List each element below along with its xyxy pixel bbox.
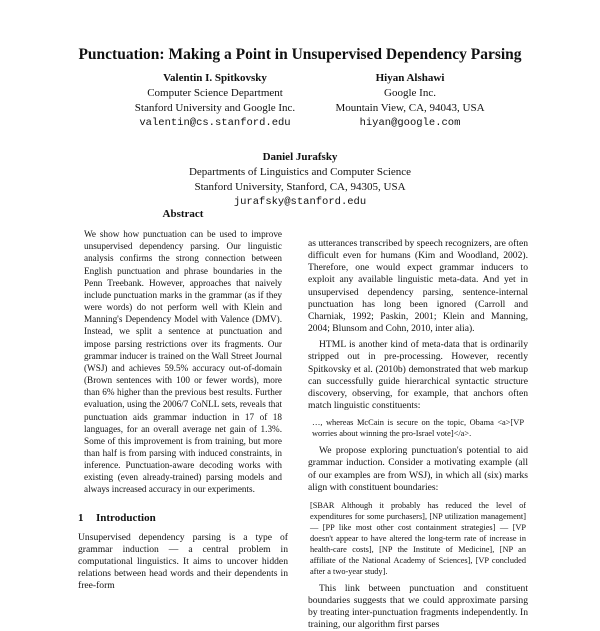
author-name: Valentin I. Spitkovsky <box>163 72 267 84</box>
section-number: 1 <box>78 511 84 524</box>
author-affiliation: Computer Science Department <box>147 87 283 99</box>
body-paragraph: We propose exploring punctuation's potential to aid grammar induction. Consider a motivating example (all of our examples are from WSJ), in which all (six) marks align with constituent boundaries: <box>308 445 528 493</box>
author-block <box>310 71 510 131</box>
author-block <box>100 71 330 131</box>
example-sentence: …, whereas McCain is secure on the topic, Obama <a>[VP worries about winning the pro-Israel vote]</a>. <box>312 418 524 439</box>
paper-title: Punctuation: Making a Point in Unsupervised Dependency Parsing <box>78 46 522 63</box>
author-name: Hiyan Alshawi <box>375 72 445 84</box>
author-affiliation: Stanford University and Google Inc. <box>134 102 296 114</box>
author-affiliation: Departments of Linguistics and Computer Science <box>188 166 412 178</box>
body-paragraph: as utterances transcribed by speech recognizers, are often difficult even for humans (Kim and Woodland, 2002). Therefore, one would expect grammar inducers to exploit any available linguistic meta-data. And yet in unsupervised dependency parsing, sentence-internal punctuation has long been ignored (Carroll and Charniak, 1992; Paskin, 2001; Klein and Manning, 2004; Blunsom and Cohn, 2010, inter alia). <box>308 238 529 335</box>
left-column <box>78 208 288 593</box>
author-email: hiyan@google.com <box>359 117 461 129</box>
author-email: valentin@cs.stanford.edu <box>139 117 291 129</box>
section-title: Introduction <box>96 511 156 524</box>
author-block <box>150 150 450 210</box>
section-heading <box>78 512 288 524</box>
right-column <box>308 208 528 631</box>
author-email: jurafsky@stanford.edu <box>233 196 367 208</box>
intro-paragraph: Unsupervised dependency parsing is a type of grammar induction — a central problem in computational linguistics. It aims to uncover hidden relations between head words and their dependents in free-form <box>78 531 288 592</box>
author-affiliation: Stanford University, Stanford, CA, 94305, USA <box>194 181 406 193</box>
body-paragraph: This link between punctuation and constituent boundaries suggests that we could approximate parsing by treating inter-punctuation fragments independently. In training, our algorithm first parses <box>308 582 528 631</box>
abstract-heading: Abstract <box>162 208 204 220</box>
author-name: Daniel Jurafsky <box>262 151 338 163</box>
example-sentence: [SBAR Although it probably has reduced the level of expenditures for some purchasers], [NP utilization management] — [PP like most other cost containment strategies] — [VP doesn't appear to have altered the long-term rate of increase in health-care costs], [NP the Institute of Medicine], [NP an affiliate of the National Academy of Sciences], [VP concluded after a two-year study]. <box>310 500 526 576</box>
body-paragraph: HTML is another kind of meta-data that is ordinarily stripped out in pre-processing. However, recently Spitkovsky et al. (2010b) demonstrated that web markup can successfully guide hierarchical syntactic structure discovery, observing, for example, that anchors often match linguistic constituents: <box>308 339 528 412</box>
abstract-text: We show how punctuation can be used to improve unsupervised dependency parsing. Our linguistic analysis confirms the strong connection between English punctuation and phrase boundaries in the Penn Treebank. However, approaches that naively include punctuation marks in the grammar (as if they were words) do not perform well with Klein and Manning's Dependency Model with Valence (DMV). Instead, we split a sentence at punctuation and impose parsing restrictions over its fragments. Our grammar inducer is trained on the Wall Street Journal (WSJ) and achieves 59.5% accuracy out-of-domain (Brown sentences with 100 or fewer words), more than 6% higher than the previous best results. Further evaluation, using the 2006/7 CoNLL sets, reveals that punctuation aids grammar induction in 17 of 18 languages, for an overall average net gain of 1.3%. Some of this improvement is from training, but more than half is from parsing with induced constraints, in inference. Punctuation-aware decoding works with existing (even already-trained) parsing models and always increased accuracy in our experiments. <box>84 229 282 495</box>
author-affiliation: Mountain View, CA, 94043, USA <box>335 102 485 114</box>
author-affiliation: Google Inc. <box>384 87 436 99</box>
